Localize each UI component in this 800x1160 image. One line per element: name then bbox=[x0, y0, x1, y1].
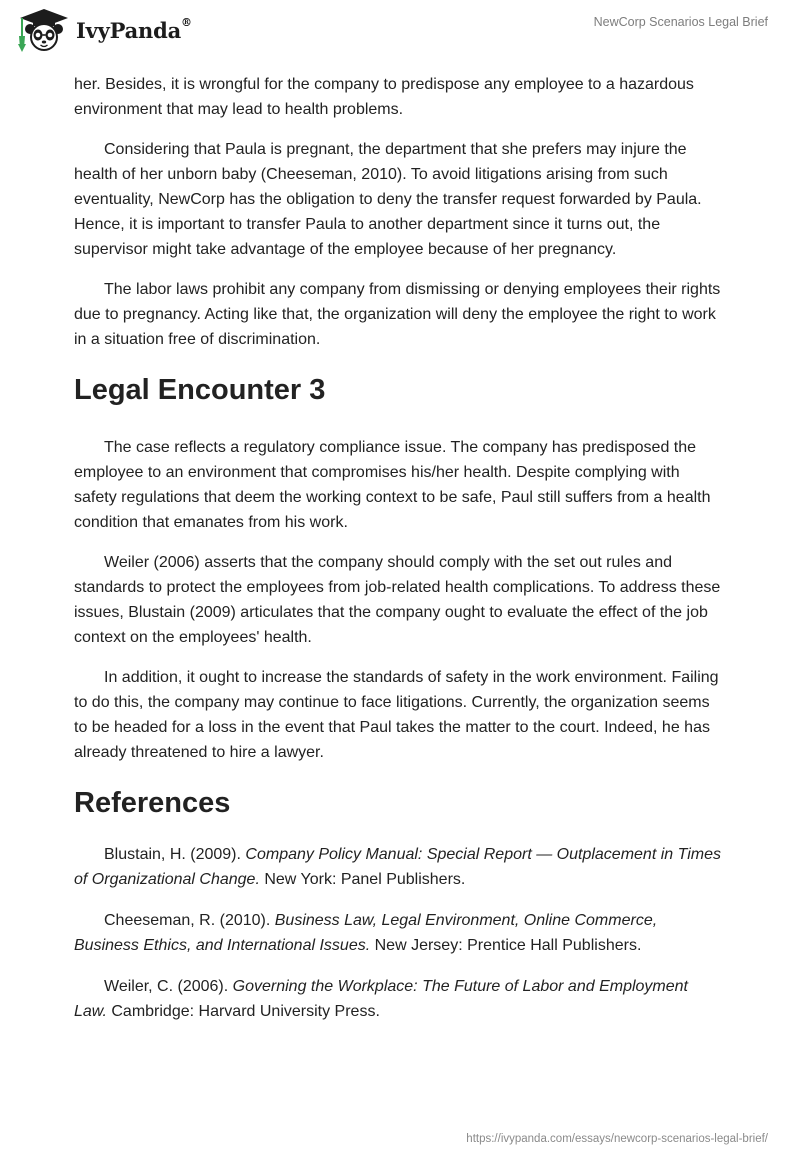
paragraph-1: her. Besides, it is wrongful for the company to predispose any employee to a hazardous environment that may lead to health problems. bbox=[74, 76, 694, 118]
paragraph-4: The case reflects a regulatory compliance issue. The company has predisposed the employee to an environment that compromises his/her health. Despite complying with safety regulations that deem the working context to be safe, Paul still suffers from a health condition that emanates from his work. bbox=[74, 439, 711, 531]
section-heading-references: References bbox=[74, 787, 231, 819]
reference-title: Company Policy Manual: Special Report — Outplacement in Times of Organizational Change. bbox=[74, 846, 722, 888]
reference-title: Governing the Workplace: The Future of Labor and Employment Law. bbox=[74, 978, 688, 1020]
source-url-link[interactable]: https://ivypanda.com/essays/newcorp-scenarios-legal-brief/ bbox=[466, 1133, 768, 1145]
reference-author: Blustain, H. (2009). bbox=[104, 846, 246, 863]
reference-author: Weiler, C. (2006). bbox=[104, 978, 233, 995]
reference-entry bbox=[74, 842, 724, 892]
page-header bbox=[0, 0, 800, 70]
paragraph-5: Weiler (2006) asserts that the company should comply with the set out rules and standards to protect the employees from job-related health complications. To address these issues, Blustain (2009) articulates that the company ought to evaluate the effect of the job context on the employees' health. bbox=[74, 554, 721, 646]
reference-author: Cheeseman, R. (2010). bbox=[104, 912, 275, 929]
paragraph-2: Considering that Paula is pregnant, the department that she prefers may injure the health of her unborn baby (Cheeseman, 2010). To avoid litigations arising from such eventuality, NewCorp has the obligation to deny the transfer request forwarded by Paula. Hence, it is important to transfer Paula to another department since it turns out, the supervisor might take advantage of the employee because of her pregnancy. bbox=[74, 141, 702, 258]
document-title: NewCorp Scenarios Legal Brief bbox=[593, 15, 768, 29]
reference-entry bbox=[74, 908, 724, 958]
paragraph-3: The labor laws prohibit any company from dismissing or denying employees their rights due to pregnancy. Acting like that, the organization will deny the employee the right to work in a situation free of discrimination. bbox=[74, 281, 721, 348]
reference-publisher: Cambridge: Harvard University Press. bbox=[106, 1003, 380, 1020]
brand-name: IvyPanda® bbox=[76, 15, 192, 43]
reference-entry bbox=[74, 974, 724, 1024]
essay-content bbox=[74, 72, 724, 1040]
section-heading-legal-encounter-3: Legal Encounter 3 bbox=[74, 374, 326, 406]
reference-publisher: New Jersey: Prentice Hall Publishers. bbox=[370, 937, 642, 954]
ivypanda-logo[interactable] bbox=[16, 8, 192, 52]
paragraph-6: In addition, it ought to increase the standards of safety in the work environment. Failing to do this, the company may continue to face litigations. Currently, the organization seems to be headed for a loss in the event that Paul takes the matter to the court. Indeed, he has already threatened to hire a lawyer. bbox=[74, 669, 719, 761]
reference-publisher: New York: Panel Publishers. bbox=[259, 871, 466, 888]
reference-title: Business Law, Legal Environment, Online Commerce, Business Ethics, and International Issues. bbox=[74, 912, 658, 954]
panda-mascot-icon bbox=[16, 8, 72, 52]
